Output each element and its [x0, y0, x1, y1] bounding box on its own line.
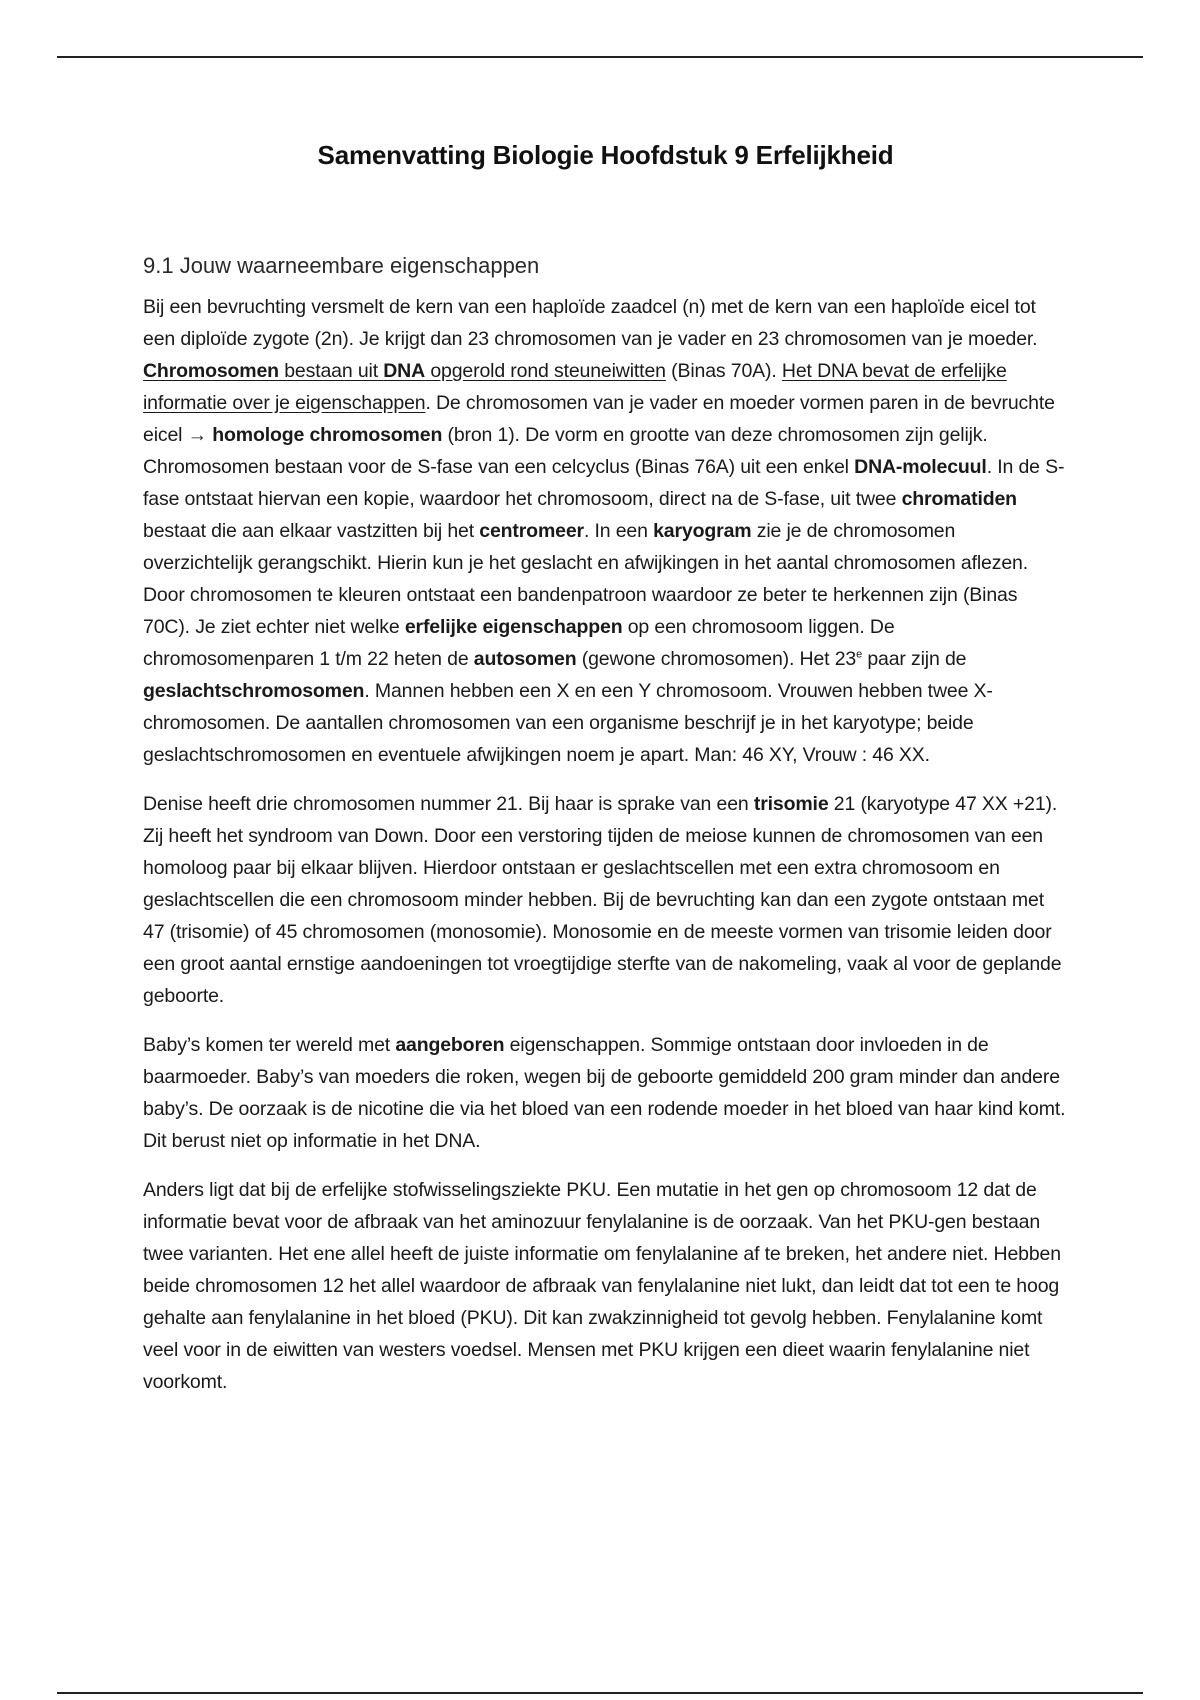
document-title: Samenvatting Biologie Hoofdstuk 9 Erfelijkheid [317, 140, 894, 170]
underlined-chromosome-definition: Chromosomen bestaan uit DNA opgerold rond steuneiwitten [143, 360, 666, 382]
paragraph-congenital: Baby’s komen ter wereld met aangeboren eigenschappen. Sommige ontstaan door invloeden in de baarmoeder. Baby’s van moeders die roken, wegen bij de geboorte gemiddeld 200 gram minder dan andere baby’s. De oorzaak is de nicotine die via het bloed van een rodende moeder in het bloed van haar kind komt. Dit berust niet op informatie in het DNA. [143, 1034, 1066, 1152]
arrow-icon: → [187, 424, 207, 446]
header-rule [57, 56, 1143, 58]
paragraph-pku: Anders ligt dat bij de erfelijke stofwisselingsziekte PKU. Een mutatie in het gen op chromosoom 12 dat de informatie bevat voor de afbraak van het aminozuur fenylalanine is de oorzaak. Van het PKU-gen bestaan twee varianten. Het ene allel heeft de juiste informatie om fenylalanine af te breken, het andere niet. Hebben beide chromosomen 12 het allel waardoor de afbraak van fenylalanine niet lukt, dan leidt dat tot een te hoog gehalte aan fenylalanine in het bloed (PKU). Dit kan zwakzinnigheid tot gevolg hebben. Fenylalanine komt veel voor in de eiwitten van westers voedsel. Mensen met PKU krijgen een dieet waarin fenylalanine niet voorkomt. [143, 1179, 1061, 1393]
paragraph-trisomy: Denise heeft drie chromosomen nummer 21. Bij haar is sprake van een trisomie 21 (karyotype 47 XX +21). Zij heeft het syndroom van Down. Door een verstoring tijden de meiose kunnen de chromosomen van een homoloog paar bij elkaar blijven. Hierdoor ontstaan er geslachtscellen met een extra chromosoom en geslachtscellen die een chromosoom minder hebben. Bij de bevruchting kan dan een zygote ontstaan met 47 (trisomie) of 45 chromosomen (monosomie). Monosomie en de meeste vormen van trisomie leiden door een groot aantal ernstige aandoeningen tot vroegtijdige sterfte van de nakomeling, vaak al voor de geplande geboorte. [143, 793, 1062, 1007]
paragraph-chromosomes: Bij een bevruchting versmelt de kern van een haploïde zaadcel (n) met de kern van een haploïde eicel tot een diploïde zygote (2n). Je krijgt dan 23 chromosomen van je vader en 23 chromosomen van je moeder. Chromosomen bestaan uit DNA opgerold rond steuneiwitten (Binas 70A). Het DNA bevat de erfelijke informatie over je eigenschappen. De chromosomen van je vader en moeder vormen paren in de bevruchte eicel → homologe chromosomen (bron 1). De vorm en grootte van deze chromosomen zijn gelijk. Chromosomen bestaan voor de S-fase van een celcyclus (Binas 76A) uit een enkel DNA-molecuul. In de S-fase ontstaat hiervan een kopie, waardoor het chromosoom, direct na de S-fase, uit twee chromatiden bestaat die aan elkaar vastzitten bij het centromeer. In een karyogram zie je de chromosomen overzichtelijk gerangschikt. Hierin kun je het geslacht en afwijkingen in het aantal chromosomen aflezen. Door chromosomen te kleuren ontstaat een bandenpatroon waardoor ze beter te herkennen zijn (Binas 70C). Je ziet echter niet welke erfelijke eigenschappen op een chromosoom liggen. De chromosomenparen 1 t/m 22 heten de autosomen (gewone chromosomen). Het 23e paar zijn de geslachtschromosomen. Mannen hebben een X en een Y chromosoom. Vrouwen hebben twee X-chromosomen. De aantallen chromosomen van een organisme beschrijf je in het karyotype; beide geslachtschromosomen en eventuele afwijkingen noem je apart. Man: 46 XY, Vrouw : 46 XX. [143, 296, 1065, 766]
footer-rule [57, 1692, 1143, 1694]
section-heading: 9.1 Jouw waarneembare eigenschappen [143, 253, 540, 278]
document-page [143, 140, 1068, 1415]
underlined-dna-definition: Het DNA bevat de erfelijke informatie over je eigenschappen [143, 360, 1007, 414]
